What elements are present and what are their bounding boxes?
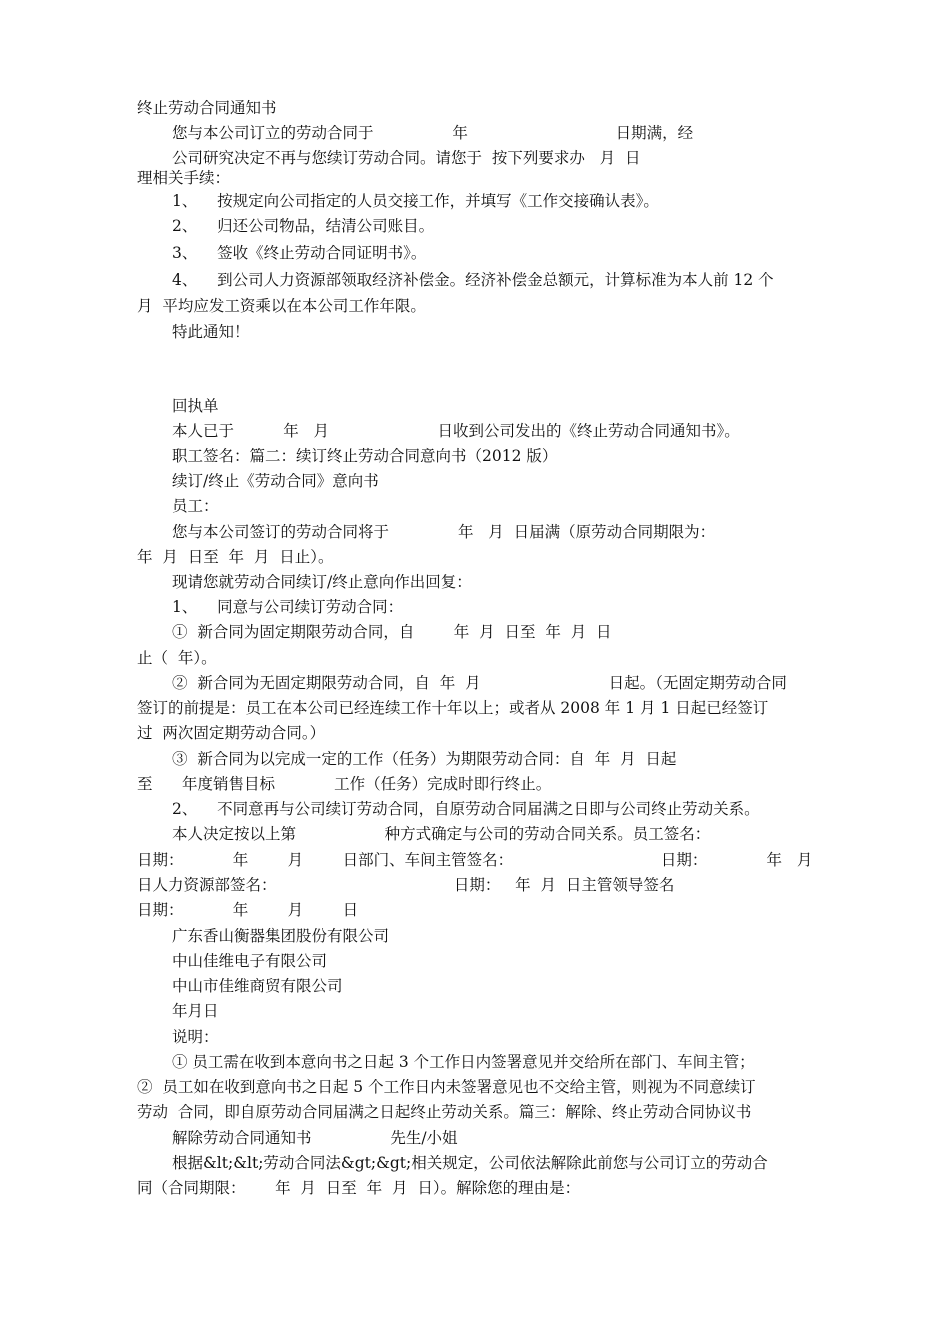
text-line: 您与本公司订立的劳动合同于 年 日期满，经 — [172, 124, 694, 142]
text-line: 3、 签收《终止劳动合同证明书》。 — [172, 244, 427, 262]
text-line: 日期： 年 月 日 — [137, 901, 359, 919]
text-line: ① 新合同为固定期限劳动合同，自 年 月 日至 年 月 日 — [172, 623, 612, 641]
text-line: 至 年度销售目标 工作（任务）完成时即行终止。 — [137, 775, 552, 793]
text-line: 本人已于 年 月 日收到公司发出的《终止劳动合同通知书》。 — [172, 422, 740, 440]
text-line: 同（合同期限： 年 月 日至 年 月 日）。解除您的理由是： — [137, 1179, 581, 1197]
text-line: 2、 不同意再与公司续订劳动合同，自原劳动合同届满之日即与公司终止劳动关系。 — [172, 800, 760, 818]
text-line: 理相关手续： — [137, 169, 231, 187]
text-line: 年月日 — [172, 1002, 219, 1020]
text-line: ② 员工如在收到意向书之日起 5 个工作日内未签署意见也不交给主管，则视为不同意续订 — [137, 1078, 756, 1096]
section-title: 回执单 — [172, 397, 219, 415]
text-line: 您与本公司签订的劳动合同将于 年 月 日届满（原劳动合同期限为： — [172, 523, 716, 541]
company-name: 中山市佳维商贸有限公司 — [172, 977, 343, 995]
doc-title: 终止劳动合同通知书 — [137, 99, 277, 117]
text-line: 2、 归还公司物品，结清公司账目。 — [172, 217, 435, 235]
text-line: 日人力资源部签名： 日期： 年 月 日主管领导签名 — [137, 876, 675, 894]
text-line: 公司研究决定不再与您续订劳动合同。请您于 按下列要求办 月 日 — [172, 149, 641, 167]
text-line: 1、 同意与公司续订劳动合同： — [172, 598, 404, 616]
text-line: 劳动 合同，即自原劳动合同届满之日起终止劳动关系。篇三：解除、终止劳动合同协议书 — [137, 1103, 752, 1121]
text-line: 说明： — [172, 1028, 219, 1046]
text-line: 解除劳动合同通知书 先生/小姐 — [172, 1129, 458, 1147]
text-line: 月 平均应发工资乘以在本公司工作年限。 — [137, 297, 426, 315]
text-line: 日期： 年 月 日部门、车间主管签名： 日期： 年 月 — [137, 851, 813, 869]
text-line: 特此通知！ — [172, 323, 250, 341]
text-line: 本人决定按以上第 种方式确定与公司的劳动合同关系。员工签名： — [172, 825, 711, 843]
company-name: 广东香山衡器集团股份有限公司 — [172, 927, 390, 945]
text-line: 根据&lt;&lt;劳动合同法&gt;&gt;相关规定，公司依法解除此前您与公司订立的劳动合 — [172, 1154, 768, 1172]
text-line: 现请您就劳动合同续订/终止意向作出回复： — [172, 573, 472, 591]
section-title: 续订/终止《劳动合同》意向书 — [172, 472, 379, 490]
text-line: 过 两次固定期劳动合同。） — [137, 724, 326, 742]
text-line: 4、 到公司人力资源部领取经济补偿金。经济补偿金总额元，计算标准为本人前 12 个 — [172, 271, 774, 289]
text-line: 签订的前提是：员工在本公司已经连续工作十年以上；或者从 2008 年 1 月 1 日起已经签订 — [137, 699, 769, 717]
text-line: ③ 新合同为以完成一定的工作（任务）为期限劳动合同：自 年 月 日起 — [172, 750, 677, 768]
text-line: 年 月 日至 年 月 日止）。 — [137, 548, 334, 566]
text-line: 止（ 年）。 — [137, 649, 217, 667]
text-line: 1、 按规定向公司指定的人员交接工作，并填写《工作交接确认表》。 — [172, 192, 659, 210]
company-name: 中山佳维电子有限公司 — [172, 952, 328, 970]
text-line: ① 员工需在收到本意向书之日起 3 个工作日内签署意见并交给所在部门、车间主管； — [172, 1053, 755, 1071]
text-line: 职工签名：篇二：续订终止劳动合同意向书（2012 版） — [172, 447, 558, 465]
text-line: 员工： — [172, 497, 219, 515]
text-line: ② 新合同为无固定期限劳动合同，自 年 月 日起。（无固定期劳动合同 — [172, 674, 787, 692]
